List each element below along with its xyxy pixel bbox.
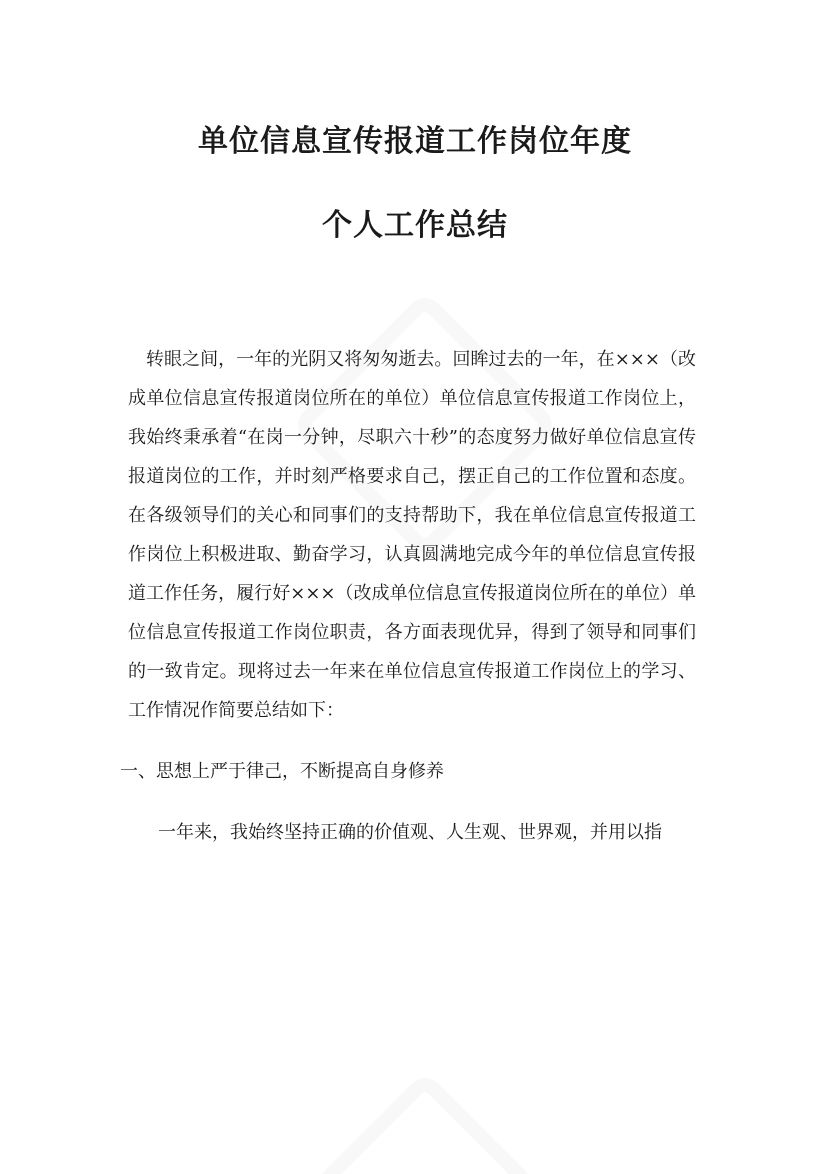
document-body <box>120 340 696 852</box>
section-heading: 一、思想上严于律己，不断提高自身修养 <box>120 761 444 782</box>
document-title-line-1: 单位信息宣传报道工作岗位年度 <box>198 124 632 159</box>
section-paragraph: 一年来，我始终坚持正确的价值观、人生观、世界观，并用以指 <box>158 822 662 843</box>
watermark-logo <box>291 1071 560 1174</box>
document-title-line-2: 个人工作总结 <box>322 208 508 243</box>
intro-paragraph: 转眼之间，一年的光阴又将匆匆逝去。回眸过去的一年，在×××（改成单位信息宣传报道岗位所在的单位）单位信息宣传报道工作岗位上，我始终秉承着“在岗一分钟，尽职六十秒”的态度努力做好单位信息宣传报道岗位的工作，并时刻严格要求自己，摆正自己的工作位置和态度。在各级领导们的关心和同事们的支持帮助下，我在单位信息宣传报道工作岗位上积极进取、勤奋学习，认真圆满地完成今年的单位信息宣传报道工作任务，履行好×××（改成单位信息宣传报道岗位所在的单位）单位信息宣传报道工作岗位职责，各方面表现优异，得到了领导和同事们的一致肯定。现将过去一年来在单位信息宣传报道工作岗位上的学习、工作情况作简要总结如下： <box>128 349 696 721</box>
